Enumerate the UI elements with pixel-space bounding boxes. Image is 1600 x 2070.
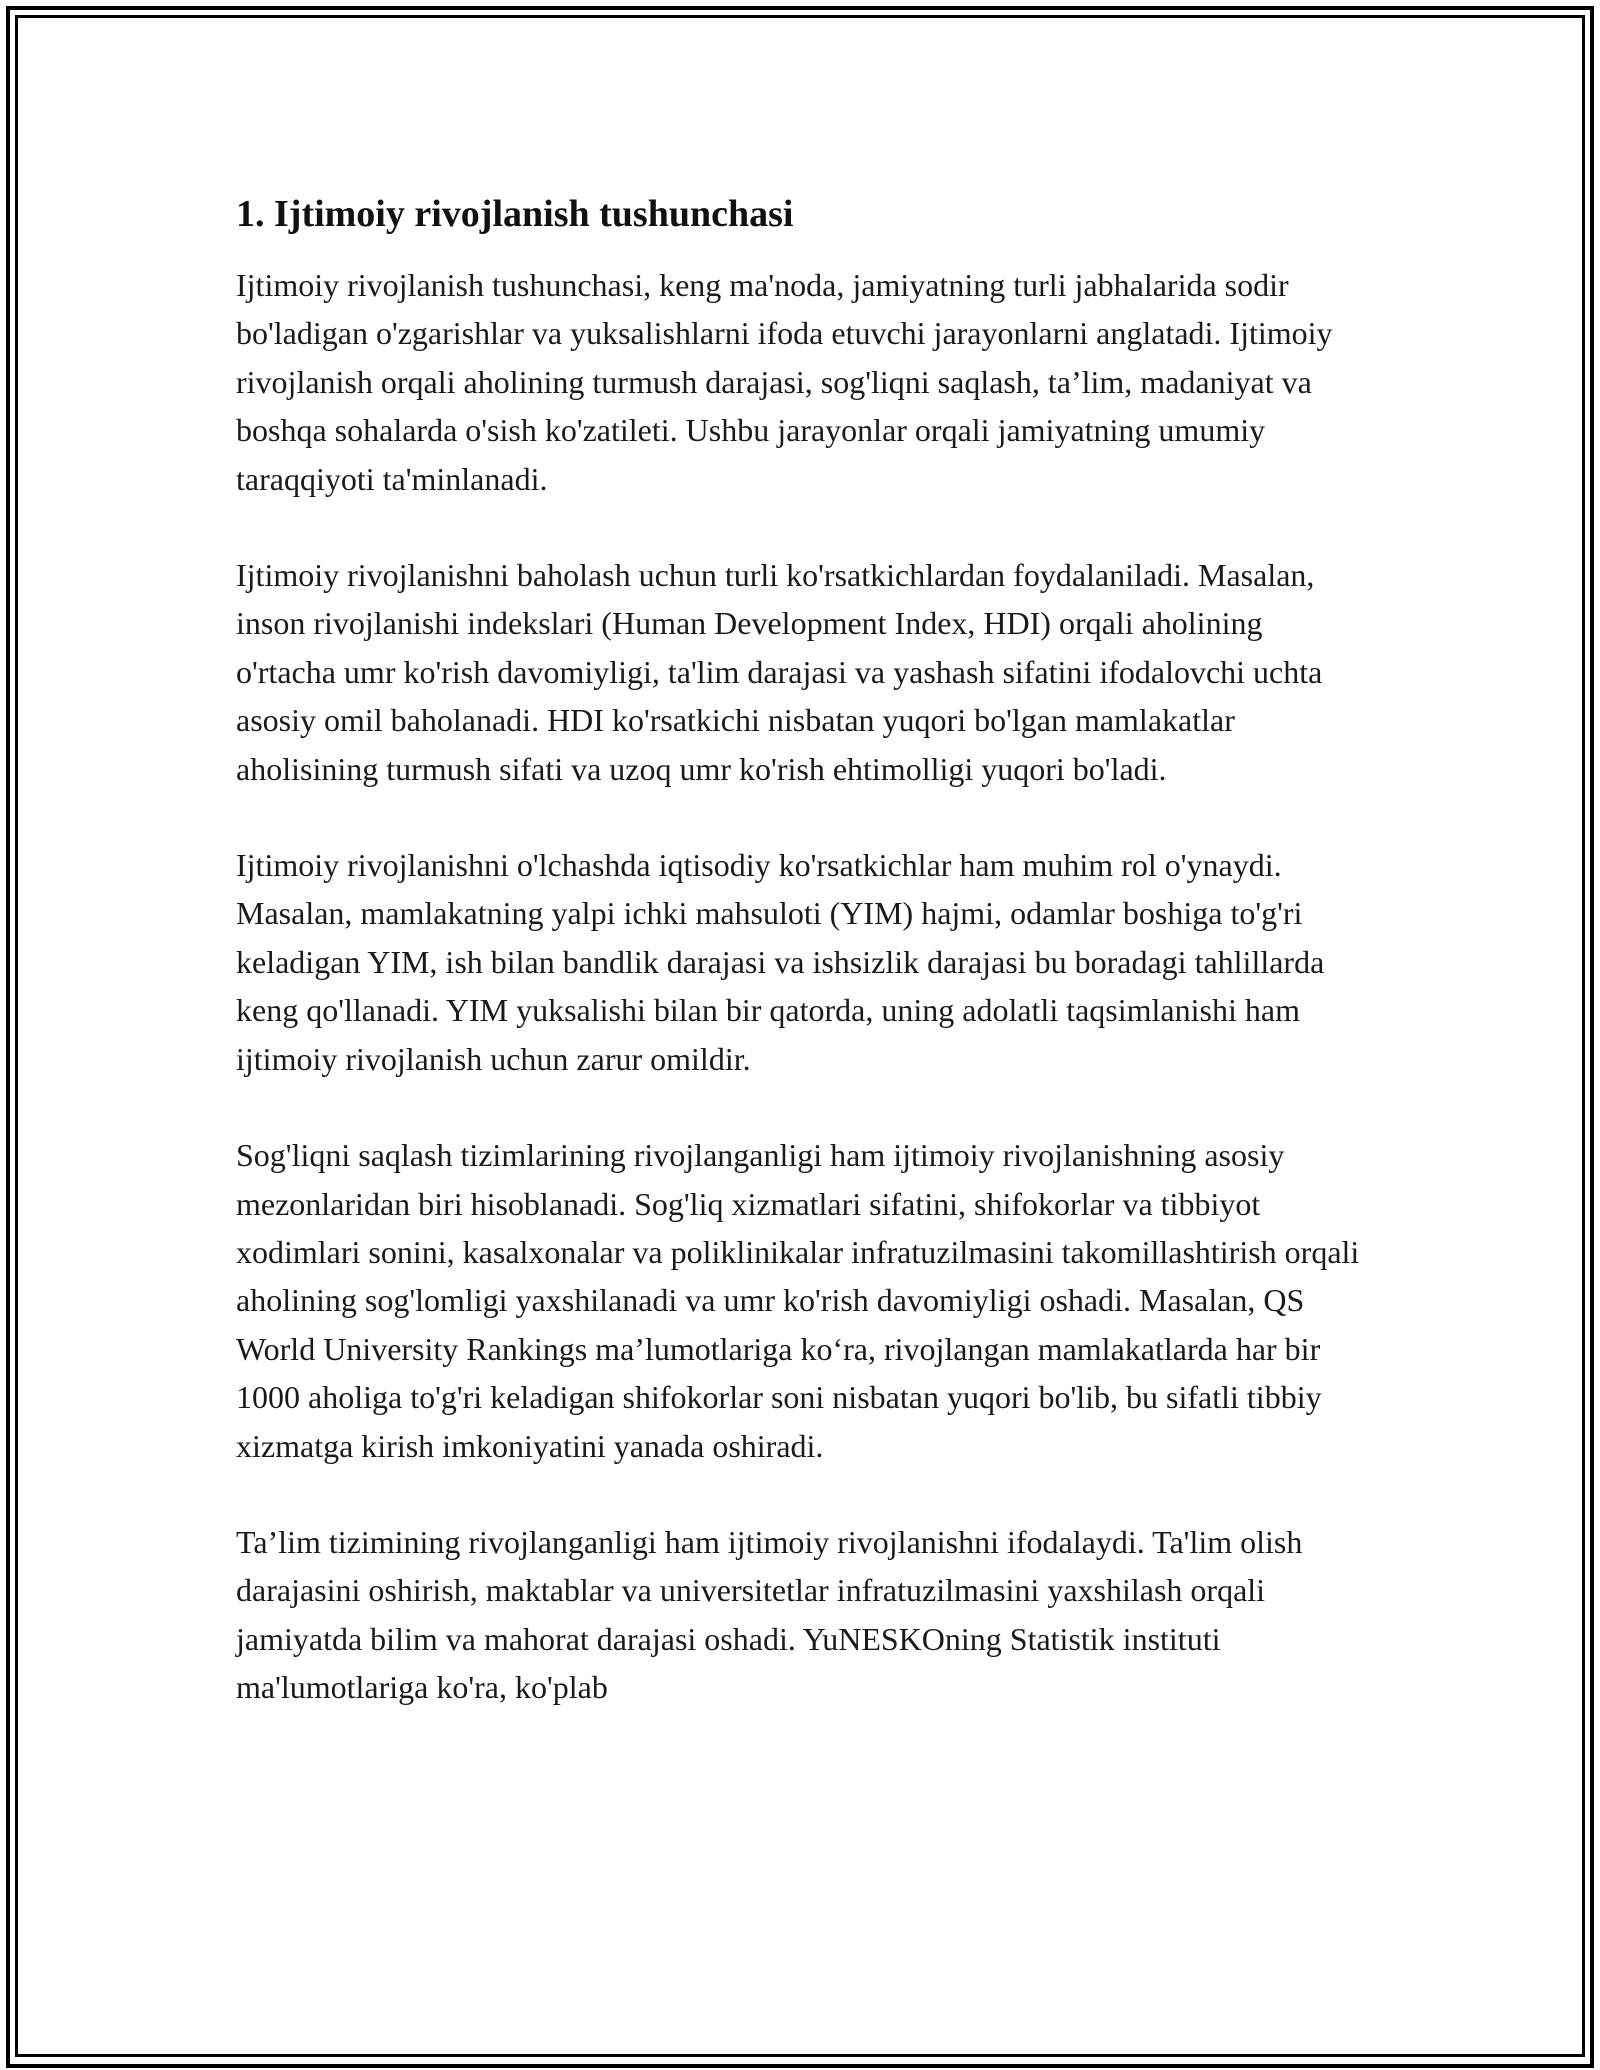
section-heading: 1. Ijtimoiy rivojlanish tushunchasi bbox=[236, 193, 794, 235]
document-body bbox=[236, 188, 1366, 1760]
paragraph-education: Ta’lim tizimining rivojlanganligi ham ijtimoiy rivojlanishni ifodalaydi. Ta'lim olish darajasini oshirish, maktablar va universitetlar infratuzilmasini yaxshilash orqali jamiyatda bilim va mahorat darajasi oshadi. YuNESKOning Statistik instituti ma'lumotlariga ko'ra, ko'plab bbox=[236, 1523, 1303, 1706]
paragraph-healthcare: Sog'liqni saqlash tizimlarining rivojlanganligi ham ijtimoiy rivojlanishning asosiy mezonlaridan biri hisoblanadi. Sog'liq xizmatlari sifatini, shifokorlar va tibbiyot xodimlari sonini, kasalxonalar va poliklinikalar infratuzilmasini takomillashtirish orqali aholining sog'lomligi yaxshilanadi va umr ko'rish davomiyligi oshadi. Masalan, QS World University Rankings ma’lumotlariga ko‘ra, rivojlangan mamlakatlarda har bir 1000 aholiga to'g'ri keladigan shifokorlar soni nisbatan yuqori bo'lib, bu sifatli tibbiy xizmatga kirish imkoniyatini yanada oshiradi. bbox=[236, 1137, 1360, 1464]
paragraph-definition: Ijtimoiy rivojlanish tushunchasi, keng ma'noda, jamiyatning turli jabhalarida sodir bo'ladigan o'zgarishlar va yuksalishlarni ifoda etuvchi jarayonlarni anglatadi. Ijtimoiy rivojlanish orqali aholining turmush darajasi, sog'liqni saqlash, ta’lim, madaniyat va boshqa sohalarda o'sish ko'zatileti. Ushbu jarayonlar orqali jamiyatning umumiy taraqqiyoti ta'minlanadi. bbox=[236, 267, 1333, 497]
paragraph-economic-indicators: Ijtimoiy rivojlanishni o'lchashda iqtisodiy ko'rsatkichlar ham muhim rol o'ynaydi. Masalan, mamlakatning yalpi ichki mahsuloti (YIM) hajmi, odamlar boshiga to'g'ri keladigan YIM, ish bilan bandlik darajasi va ishsizlik darajasi bu boradagi tahlillarda keng qo'llanadi. YIM yuksalishi bilan bir qatorda, uning adolatli taqsimlanishi ham ijtimoiy rivojlanish uchun zarur omildir. bbox=[236, 847, 1325, 1077]
paragraph-hdi-indicators: Ijtimoiy rivojlanishni baholash uchun turli ko'rsatkichlardan foydalaniladi. Masalan, inson rivojlanishi indekslari (Human Development Index, HDI) orqali aholining o'rtacha umr ko'rish davomiyligi, ta'lim darajasi va yashash sifatini ifodalovchi uchta asosiy omil baholanadi. HDI ko'rsatkichi nisbatan yuqori bo'lgan mamlakatlar aholisining turmush sifati va uzoq umr ko'rish ehtimolligi yuqori bo'ladi. bbox=[236, 557, 1323, 787]
